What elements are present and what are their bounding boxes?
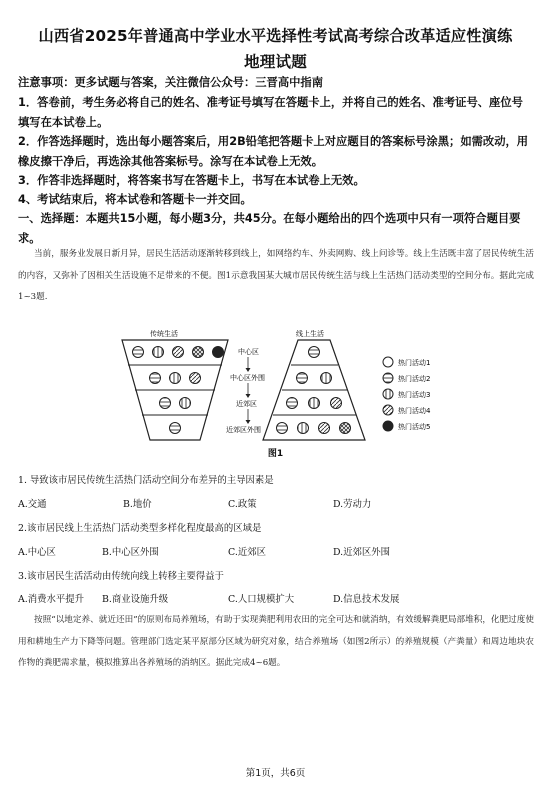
legend-item-1: 热门活动1 <box>398 359 431 367</box>
activity-2-marker <box>153 347 164 358</box>
exam-title: 山西省2025年普通高中学业水平选择性考试高考综合改革适应性演练 <box>38 27 513 45</box>
passage-1: 当前，服务业发展日新月异，居民生活活动逐渐转移到线上，如网络约车、外卖网购、线上问诊等。线上生活既丰富了居民传统生活的内容，又弥补了因相关生活设施不足带来的不便。图1示意我国某大城市居民传统生活与线上生活热门活动类型的空间分布。据此完成1~3题. <box>18 249 534 302</box>
option-1c[interactable]: C.政策 <box>228 499 257 510</box>
activity-1-marker <box>160 398 171 409</box>
page-footer: 第1页，共6页 <box>245 768 306 779</box>
activity-2-marker <box>309 398 320 409</box>
notice-item-3: 3．作答非选择题时，将答案书写在答题卡上，书写在本试卷上无效。 <box>18 174 365 187</box>
activity-1-marker <box>297 373 308 384</box>
activity-4-marker <box>340 423 351 434</box>
right-funnel-title: 线上生活 <box>296 330 324 338</box>
activity-3-marker <box>331 398 342 409</box>
zone-label-center-outer: 中心区外围 <box>230 374 265 382</box>
option-3d[interactable]: D.信息技术发展 <box>333 594 400 605</box>
option-1a[interactable]: A.交通 <box>18 499 47 510</box>
option-1b[interactable]: B.地价 <box>123 499 152 510</box>
legend-item-5: 热门活动5 <box>398 423 431 431</box>
notice-item-1: 1．答卷前，考生务必将自己的姓名、准考证号填写在答题卡上，并将自己的姓名、准考证号、座位号填写在本试卷上。 <box>18 96 523 129</box>
legend-item-4: 热门活动4 <box>398 407 431 415</box>
option-2c[interactable]: C.近郊区 <box>228 547 266 558</box>
activity-3-marker <box>173 347 184 358</box>
activity-2-marker <box>321 373 332 384</box>
activity-1-marker <box>287 398 298 409</box>
option-3b[interactable]: B.商业设施升级 <box>102 594 169 605</box>
activity-5-marker <box>213 347 224 358</box>
activity-4-marker <box>193 347 204 358</box>
zone-label-center: 中心区 <box>238 348 259 356</box>
activity-1-marker <box>150 373 161 384</box>
notice-item-2: 2．作答选择题时，选出每小题答案后，用2B铅笔把答题卡上对应题目的答案标号涂黑；如需改动，用橡皮擦干净后，再选涂其他答案标号。涂写在本试卷上无效。 <box>18 135 529 168</box>
notice-item-4: 4、考试结束后，将本试卷和答题卡一并交回。 <box>18 193 252 206</box>
zone-label-suburb: 近郊区 <box>236 400 257 408</box>
activity-2-marker <box>170 373 181 384</box>
option-1d[interactable]: D.劳动力 <box>333 499 372 510</box>
zone-label-suburb-outer: 近郊区外围 <box>226 426 261 434</box>
legend-item-3: 热门活动3 <box>398 391 431 399</box>
section-heading: 一、选择题：本题共15小题，每小题3分，共45分。在每小题给出的四个选项中只有一项符合题目要求。 <box>18 212 521 245</box>
option-2a[interactable]: A.中心区 <box>18 547 56 558</box>
figure-legend <box>383 357 431 431</box>
option-2d[interactable]: D.近郊区外围 <box>333 547 391 558</box>
activity-2-marker <box>298 423 309 434</box>
activity-3-marker <box>190 373 201 384</box>
figure-1-caption: 图1 <box>267 449 284 459</box>
option-3c[interactable]: C.人口规模扩大 <box>228 594 295 605</box>
option-3a[interactable]: A.消费水平提升 <box>18 594 85 605</box>
left-funnel-title: 传统生活 <box>150 330 178 338</box>
activity-1-marker <box>277 423 288 434</box>
activity-2-marker <box>180 398 191 409</box>
activity-1-marker <box>309 347 320 358</box>
activity-1-marker <box>133 347 144 358</box>
exam-subject: 地理试题 <box>244 53 307 71</box>
option-2b[interactable]: B.中心区外围 <box>102 547 159 558</box>
passage-2: 按照“以地定养、就近还田”的原则布局养殖场，有助于实现粪肥利用农田的完全可达和就消纳，有效缓解粪肥局部堆积，化肥过度使用和耕地生产力下降等问题。管理部门选定某平原部分区域为研究对象，结合养殖场（如图2所示）的养殖规模（产粪量）和周边地块农作物的粪肥需求量，模拟推算出各养殖场的消纳区。据此完成4~6题。 <box>18 615 534 668</box>
question-2-stem: 2.该市居民线上生活热门活动类型多样化程度最高的区域是 <box>18 523 262 534</box>
question-3-stem: 3.该市居民生活活动由传统向线上转移主要得益于 <box>18 571 224 582</box>
question-1-stem: 1. 导致该市居民传统生活热门活动空间分布差异的主导因素是 <box>18 475 274 486</box>
notice-heading: 注意事项：更多试题与答案，关注微信公众号：三晋高中指南 <box>18 76 324 89</box>
figure-1-diagram <box>120 328 520 448</box>
legend-item-2: 热门活动2 <box>398 375 431 383</box>
activity-1-marker <box>170 423 181 434</box>
activity-3-marker <box>319 423 330 434</box>
